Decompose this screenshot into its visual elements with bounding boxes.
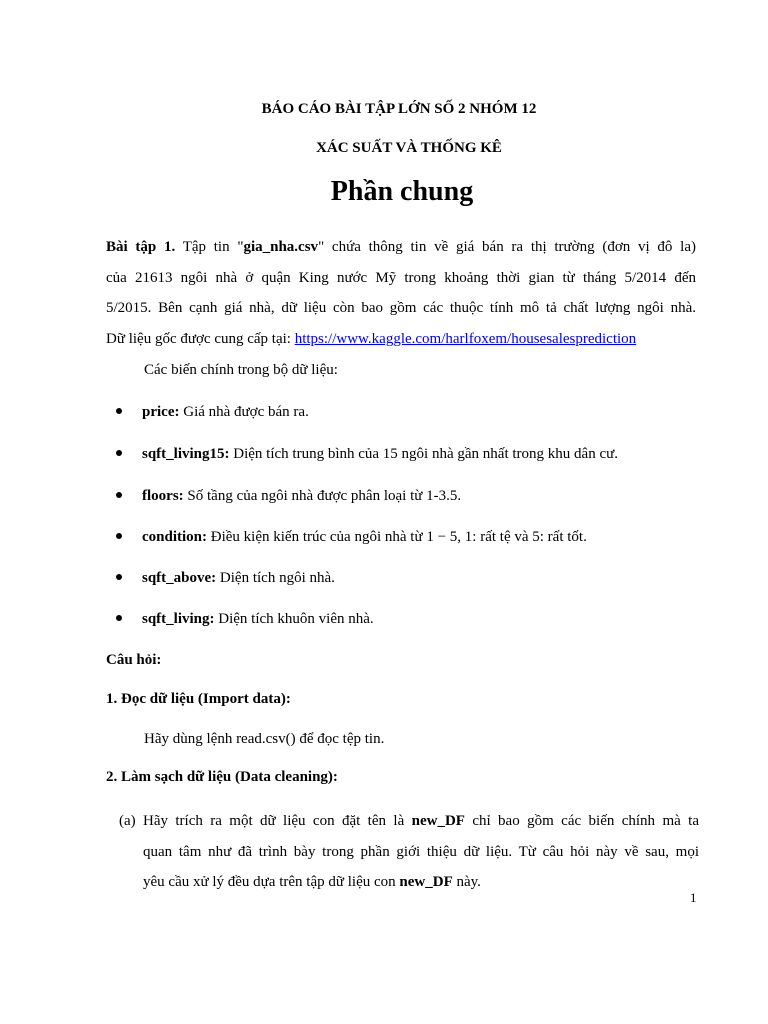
questions-label: Câu hỏi: — [106, 652, 162, 668]
question-2a-line-3: yêu cầu xử lý đều dựa trên tập dữ liệu con new_DF này. — [143, 874, 481, 890]
question-2a-line-1: Hãy trích ra một dữ liệu con đặt tên là new_DF chỉ bao gồm các biến chính mà ta — [143, 813, 699, 829]
question-2a-marker: (a) — [119, 813, 136, 829]
exercise-line-4: Dữ liệu gốc được cung cấp tại: https://www.kaggle.com/harlfoxem/housesalesprediction — [106, 330, 637, 347]
kaggle-link[interactable]: https://www.kaggle.com/harlfoxem/housesalesprediction — [294, 330, 637, 347]
list-item: price: Giá nhà được bán ra. — [116, 404, 309, 421]
list-item: condition: Điều kiện kiến trúc của ngôi nhà từ 1 − 5, 1: rất tệ và 5: rất tốt. — [116, 529, 587, 546]
bullet-icon — [116, 533, 122, 539]
variables-intro: Các biến chính trong bộ dữ liệu: — [144, 362, 338, 378]
bullet-icon — [116, 492, 122, 498]
exercise-line-3: 5/2015. Bên cạnh giá nhà, dữ liệu còn bao gồm các thuộc tính mô tả chất lượng ngôi nhà. — [106, 300, 696, 316]
question-1-text: Hãy dùng lệnh read.csv() để đọc tệp tin. — [144, 731, 385, 747]
exercise-line-2: của 21613 ngôi nhà ở quận King nước Mỹ trong khoảng thời gian từ tháng 5/2014 đến — [106, 269, 696, 286]
exercise-filename: gia_nha.csv — [243, 239, 319, 255]
bullet-icon — [116, 408, 122, 414]
bullet-icon — [116, 450, 122, 456]
list-item: sqft_above: Diện tích ngôi nhà. — [116, 570, 335, 587]
list-item: floors: Số tầng của ngôi nhà được phân loại từ 1-3.5. — [116, 488, 461, 505]
section-title: Phần chung — [330, 176, 474, 207]
list-item: sqft_living: Diện tích khuôn viên nhà. — [116, 611, 374, 628]
question-2-title: 2. Làm sạch dữ liệu (Data cleaning): — [106, 769, 338, 785]
subject-title: XÁC SUẤT VÀ THỐNG KÊ — [316, 140, 502, 156]
question-2a — [119, 806, 699, 898]
list-item: sqft_living15: Diện tích trung bình của 15 ngôi nhà gần nhất trong khu dân cư. — [116, 446, 618, 463]
question-1-title: 1. Đọc dữ liệu (Import data): — [106, 691, 291, 707]
exercise-line-1: Bài tập 1. Tập tin "gia_nha.csv" chứa thông tin về giá bán ra thị trường (đơn vị đô la) — [106, 239, 696, 255]
bullet-icon — [116, 615, 122, 621]
page-number: 1 — [690, 890, 697, 905]
question-2a-line-2: quan tâm như đã trình bày trong phần giới thiệu dữ liệu. Từ câu hỏi này về sau, mọi — [143, 843, 699, 860]
bullet-icon — [116, 574, 122, 580]
exercise-paragraph — [106, 232, 696, 354]
question-2a-body — [143, 806, 699, 898]
exercise-label: Bài tập 1. — [106, 239, 176, 255]
report-title: BÁO CÁO BÀI TẬP LỚN SỐ 2 NHÓM 12 — [261, 101, 537, 117]
